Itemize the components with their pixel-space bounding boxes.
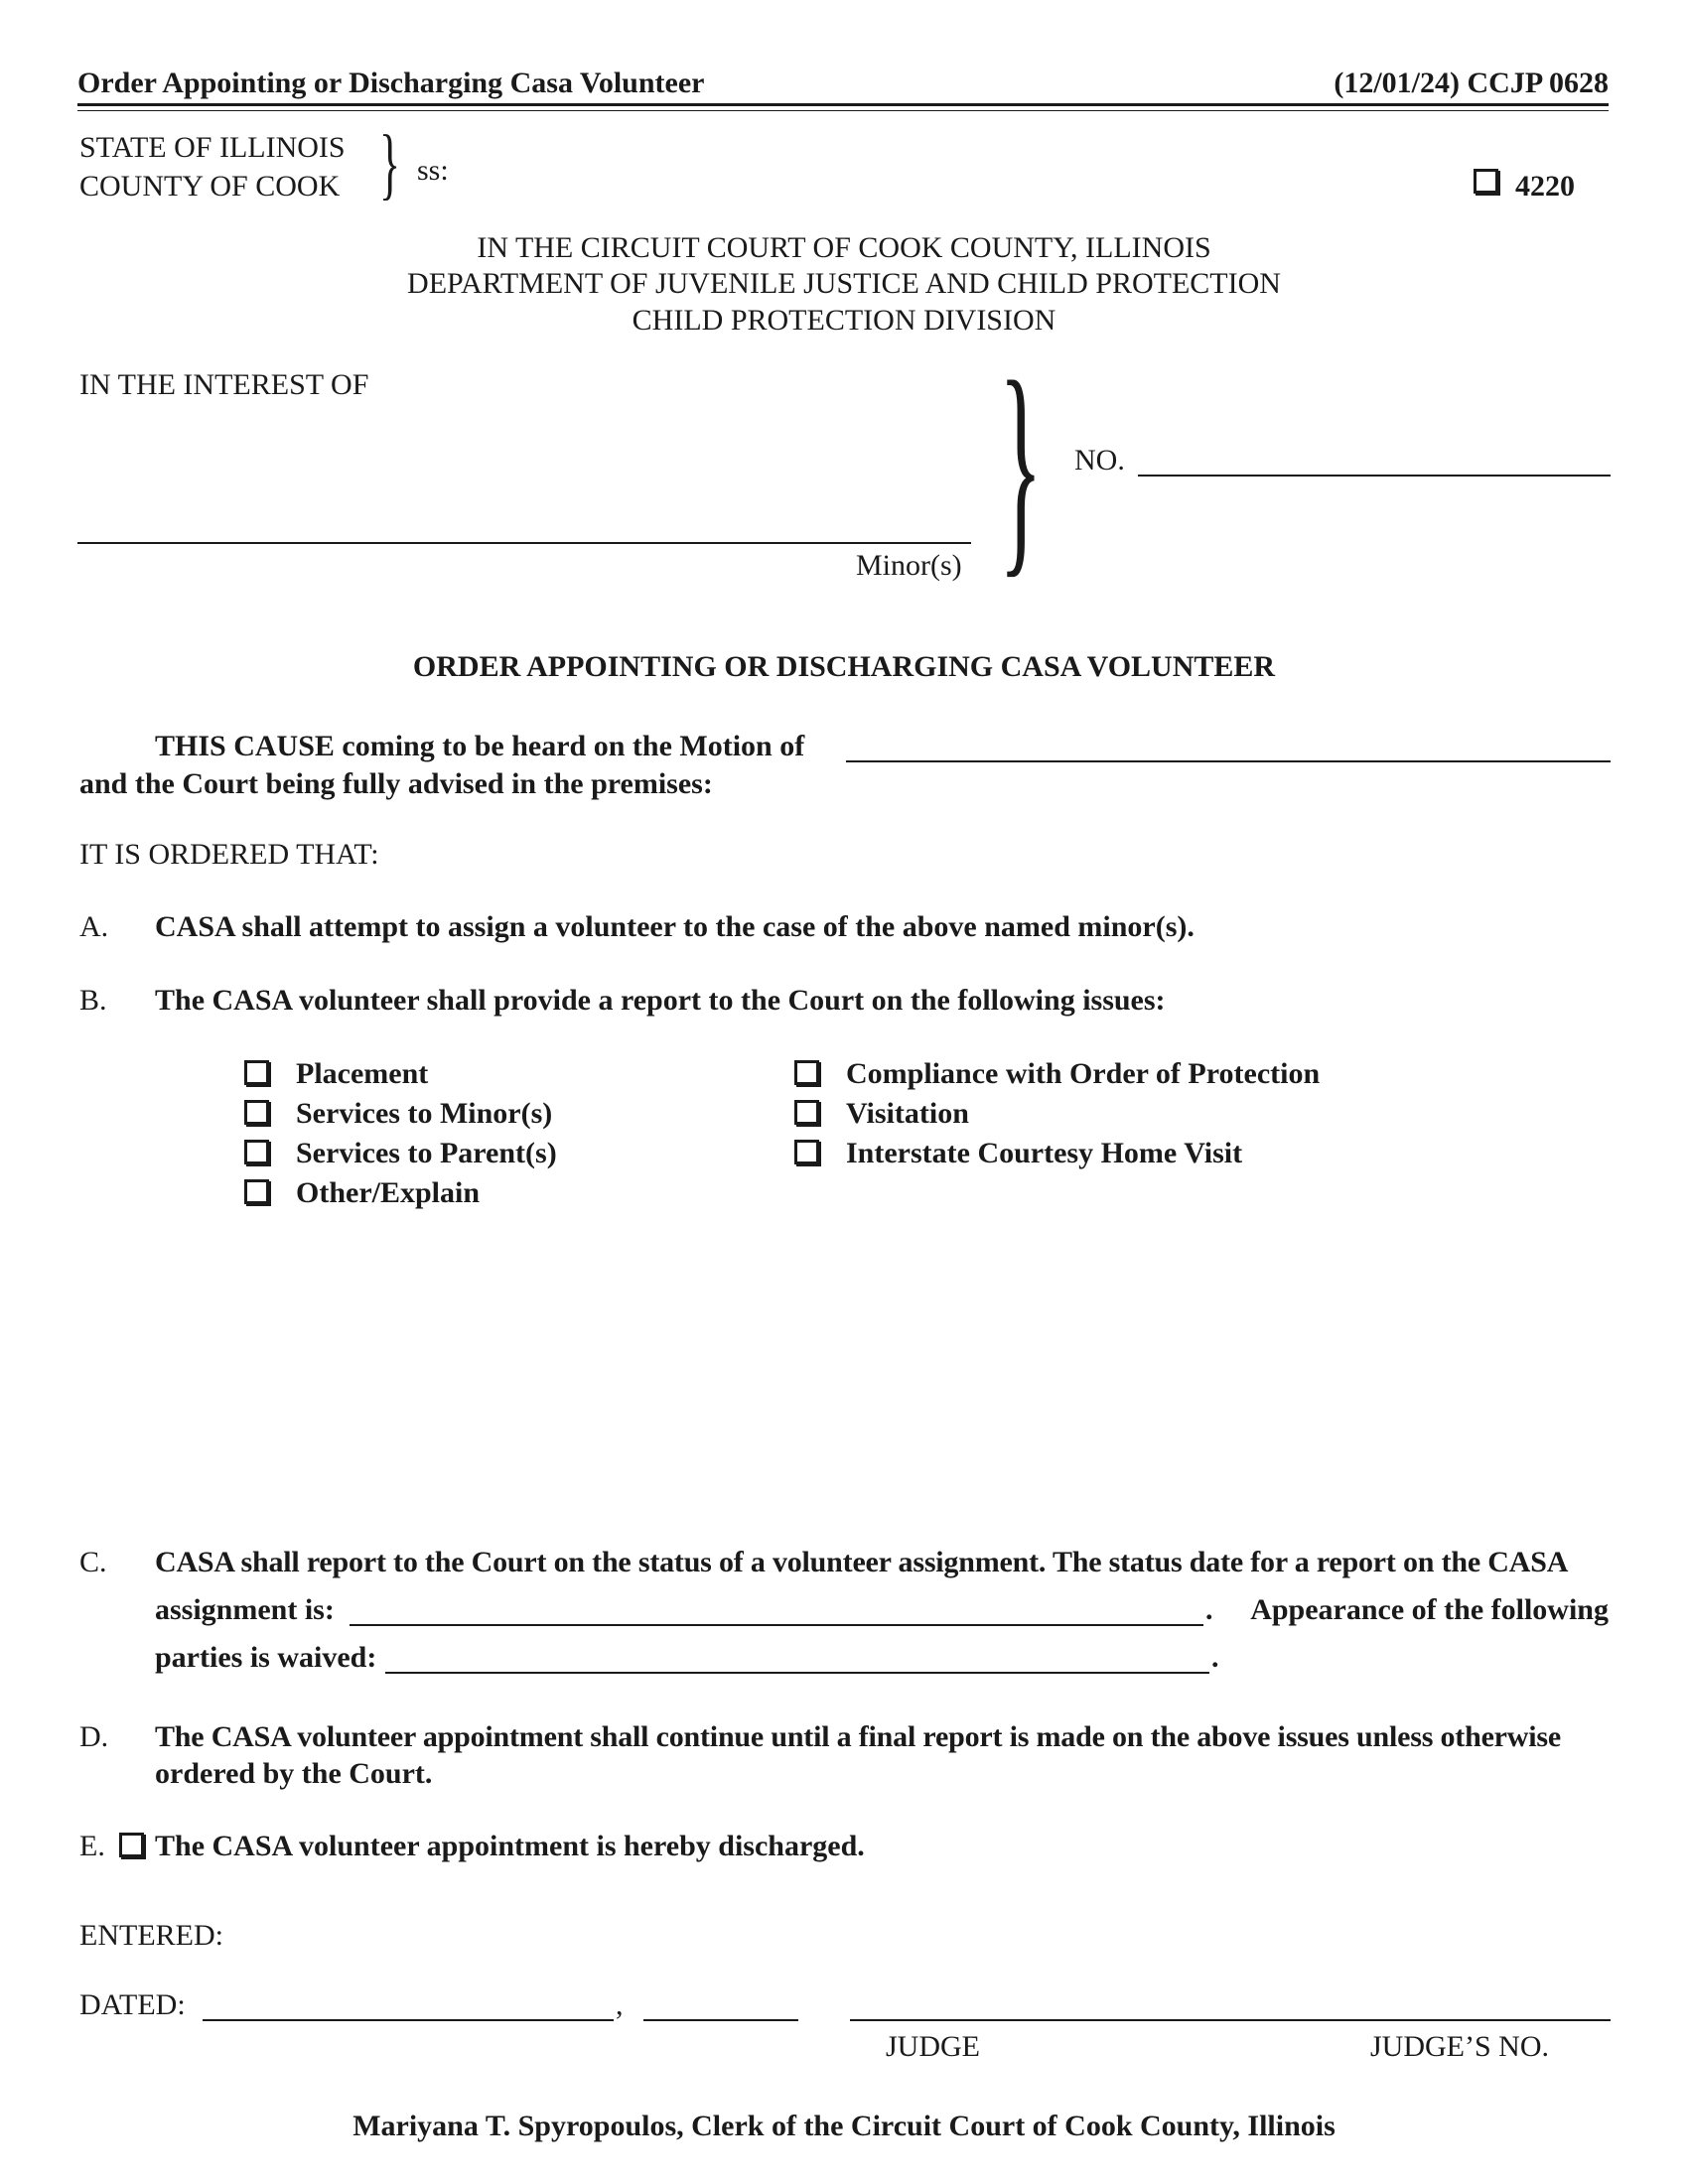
header-rule-thick	[77, 103, 1609, 106]
entered-label: ENTERED:	[79, 1919, 223, 1952]
item-c-appearance-label: Appearance of the following	[1250, 1593, 1609, 1626]
judge-signature-line[interactable]	[850, 2019, 1611, 2021]
item-c-assignment-label: assignment is:	[155, 1593, 335, 1626]
item-d-letter: D.	[79, 1720, 109, 1753]
header-rule-thin	[77, 110, 1609, 111]
item-c-letter: C.	[79, 1546, 107, 1578]
item-c-parties-label: parties is waived:	[155, 1641, 377, 1674]
minors-label: Minor(s)	[856, 549, 962, 582]
discharge-checkbox[interactable]	[119, 1833, 144, 1857]
date-line[interactable]	[203, 2019, 614, 2021]
court-line-2: DEPARTMENT OF JUVENILE JUSTICE AND CHILD PROTECTION	[407, 267, 1281, 300]
dated-label: DATED:	[79, 1988, 186, 2021]
issue-label-services-minor: Services to Minor(s)	[296, 1097, 553, 1130]
judge-label: JUDGE	[886, 2030, 980, 2063]
ss-label: ss:	[417, 154, 449, 187]
item-b-text: The CASA volunteer shall provide a report to the Court on the following issues:	[155, 984, 1166, 1017]
parties-waived-period: .	[1211, 1641, 1219, 1674]
parties-waived-line[interactable]	[385, 1672, 1209, 1674]
issue-label-interstate: Interstate Courtesy Home Visit	[846, 1137, 1243, 1169]
item-d-line-2: ordered by the Court.	[155, 1757, 433, 1790]
minor-name-line[interactable]	[77, 542, 971, 544]
issue-checkbox-services-parent[interactable]	[244, 1140, 269, 1164]
court-line-1: IN THE CIRCUIT COURT OF COOK COUNTY, ILLINOIS	[477, 231, 1211, 264]
motion-of-line[interactable]	[846, 760, 1611, 762]
caption-brace: }	[999, 333, 1043, 597]
interest-of-label: IN THE INTEREST OF	[79, 368, 369, 401]
clerk-footer: Mariyana T. Spyropoulos, Clerk of the Circuit Court of Cook County, Illinois	[352, 2110, 1336, 2142]
judges-no-label: JUDGE’S NO.	[1370, 2030, 1549, 2063]
issue-label-services-parent: Services to Parent(s)	[296, 1137, 557, 1169]
item-e-letter: E.	[79, 1830, 105, 1862]
issue-label-visitation: Visitation	[846, 1097, 969, 1130]
issue-checkbox-other[interactable]	[244, 1179, 269, 1204]
issue-checkbox-interstate[interactable]	[794, 1140, 819, 1164]
form-code-checkbox-label: 4220	[1515, 170, 1575, 203]
case-no-line[interactable]	[1138, 475, 1611, 477]
item-e-text: The CASA volunteer appointment is hereby discharged.	[155, 1830, 865, 1862]
ordered-that-label: IT IS ORDERED THAT:	[79, 838, 379, 871]
status-date-period: .	[1205, 1593, 1213, 1626]
form-header-title: Order Appointing or Discharging Casa Volunteer	[77, 67, 705, 99]
case-no-label: NO.	[1074, 444, 1125, 477]
item-a-text: CASA shall attempt to assign a volunteer to the case of the above named minor(s).	[155, 910, 1195, 943]
issue-label-other: Other/Explain	[296, 1176, 481, 1209]
form-code: (12/01/24) CCJP 0628	[1334, 67, 1609, 99]
status-date-line[interactable]	[350, 1624, 1203, 1626]
item-d-line-1: The CASA volunteer appointment shall continue until a final report is made on the above issues unless otherwise	[155, 1720, 1561, 1753]
order-title: ORDER APPOINTING OR DISCHARGING CASA VOLUNTEER	[412, 650, 1276, 683]
issue-checkbox-visitation[interactable]	[794, 1100, 819, 1125]
year-line[interactable]	[643, 2019, 798, 2021]
form-code-checkbox[interactable]	[1474, 169, 1498, 194]
issue-checkbox-services-minor[interactable]	[244, 1100, 269, 1125]
intro-line-2: and the Court being fully advised in the premises:	[79, 767, 713, 800]
county-label: COUNTY OF COOK	[79, 170, 341, 203]
item-b-letter: B.	[79, 984, 107, 1017]
venue-brace: }	[379, 120, 401, 207]
item-a-letter: A.	[79, 910, 109, 943]
date-comma: ,	[616, 1988, 624, 2021]
issue-label-compliance: Compliance with Order of Protection	[846, 1057, 1321, 1090]
court-line-3: CHILD PROTECTION DIVISION	[632, 304, 1056, 337]
item-c-line-1: CASA shall report to the Court on the status of a volunteer assignment. The status date for a report on the CASA	[155, 1546, 1569, 1578]
intro-line-1: THIS CAUSE coming to be heard on the Motion of	[155, 730, 805, 762]
issue-label-placement: Placement	[296, 1057, 429, 1090]
state-label: STATE OF ILLINOIS	[79, 131, 346, 164]
issue-checkbox-placement[interactable]	[244, 1060, 269, 1085]
issue-checkbox-compliance[interactable]	[794, 1060, 819, 1085]
